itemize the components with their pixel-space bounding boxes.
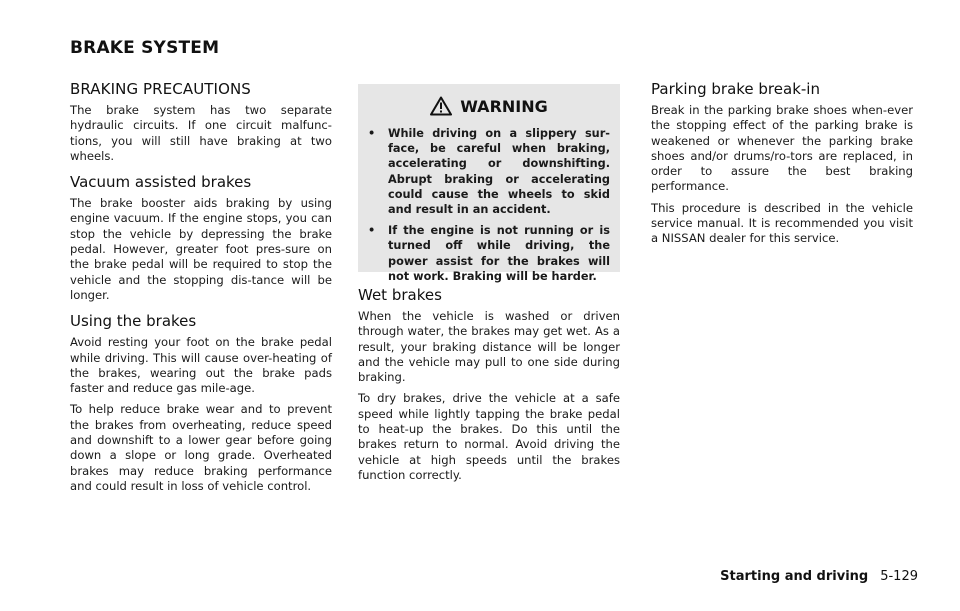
parking-brake-break-in-text-1: Break in the parking brake shoes when-ever the stopping effect of the parking brake is weakened or whenever the parking brake shoes and/or drums/ro-tors are replaced, in order to assure the best braking performance. [651,103,913,194]
chapter-title: Starting and driving [720,569,869,584]
warning-item-text: If the engine is not running or is turned off while driving, the power assist for the brakes will not work. Braking will be harder. [388,224,610,283]
vacuum-assisted-brakes-text: The brake booster aids braking by using engine vacuum. If the engine stops, you can stop the vehicle by depressing the brake pedal. However, greater foot pres-sure on the brake pedal will be required to stop the vehicle and the stopping dis-tance will be longer. [70,196,332,302]
parking-brake-break-in-text-2: This procedure is described in the vehicle service manual. It is recommended you visit a NISSAN dealer for this service. [651,200,913,246]
parking-brake-break-in-heading: Parking brake break-in [651,80,820,98]
warning-title: WARNING [460,96,548,116]
warning-header [368,96,610,116]
wet-brakes-text-2: To dry brakes, drive the vehicle at a safe speed while lightly tapping the brake pedal to heat-up the brakes. Do this until the brakes return to normal. Avoid driving the vehicle at high speeds until the brakes function correctly. [358,391,620,482]
warning-item [368,126,610,217]
column-middle [358,80,620,489]
warning-triangle-icon [430,96,452,116]
braking-precautions-heading: BRAKING PRECAUTIONS [70,80,251,98]
warning-list [368,126,610,284]
wet-brakes-text-1: When the vehicle is washed or driven through water, the brakes may get wet. As a result, your braking distance will be longer and the vehicle may pull to one side during braking. [358,309,620,385]
column-right [651,80,913,253]
bullet: • [368,127,376,140]
page-number: 5-129 [880,569,918,584]
warning-item [368,223,610,284]
vacuum-assisted-brakes-heading: Vacuum assisted brakes [70,173,252,192]
section-title: BRAKE SYSTEM [70,38,220,58]
braking-precautions-text: The brake system has two separate hydraulic circuits. If one circuit malfunc-tions, you will still have braking at two wheels. [70,103,332,163]
warning-box [358,84,620,283]
using-the-brakes-heading: Using the brakes [70,312,197,331]
using-the-brakes-text-2: To help reduce brake wear and to prevent the brakes from overheating, reduce speed and downshift to a lower gear before going down a slope or long grade. Overheated brakes may reduce braking performance and could result in loss of vehicle control. [70,402,332,493]
warning-item-text: While driving on a slippery sur-face, be careful when braking, accelerating or downshifting. Abrupt braking or accelerating could cause the wheels to skid and result in an accident. [388,127,610,217]
using-the-brakes-text-1: Avoid resting your foot on the brake pedal while driving. This will cause over-heating of the brakes, wearing out the brake pads faster and reduce gas mile-age. [70,335,332,396]
wet-brakes-heading: Wet brakes [358,286,442,304]
page-footer [720,569,918,584]
bullet: • [368,224,376,238]
column-left [70,80,332,500]
